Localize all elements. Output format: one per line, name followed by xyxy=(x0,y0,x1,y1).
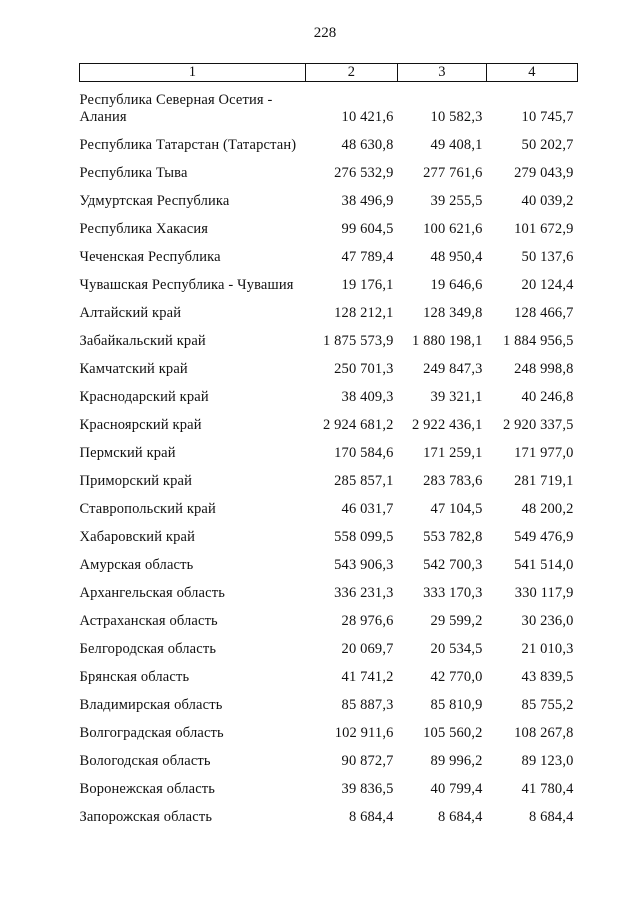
value-col4-cell: 85 755,2 xyxy=(521,696,574,713)
value-col4-cell: 2 920 337,5 xyxy=(502,416,574,433)
value-col3-cell: 10 582,3 xyxy=(430,108,483,125)
value-col3-cell: 100 621,6 xyxy=(423,220,483,237)
value-col4-cell: 541 514,0 xyxy=(514,556,574,573)
value-col4-cell: 30 236,0 xyxy=(521,612,574,629)
value-col2-cell: 543 906,3 xyxy=(334,556,394,573)
value-col3-cell: 42 770,0 xyxy=(430,668,483,685)
region-name-cell: Камчатский край xyxy=(79,360,188,377)
value-col2-cell: 10 421,6 xyxy=(341,108,394,125)
table-row xyxy=(80,126,578,154)
value-col3-cell: 85 810,9 xyxy=(430,696,483,713)
column-header-1: 1 xyxy=(80,64,306,82)
value-col4-cell: 21 010,3 xyxy=(521,640,574,657)
value-col3-cell: 553 782,8 xyxy=(423,528,483,545)
value-col3-cell: 20 534,5 xyxy=(430,640,483,657)
value-col4-cell: 281 719,1 xyxy=(514,472,574,489)
value-col4-cell: 43 839,5 xyxy=(521,668,574,685)
value-col3-cell: 47 104,5 xyxy=(430,500,483,517)
value-col2-cell: 85 887,3 xyxy=(341,696,394,713)
region-name-cell: Красноярский край xyxy=(79,416,202,433)
value-col2-cell: 285 857,1 xyxy=(334,472,394,489)
value-col3-cell: 19 646,6 xyxy=(430,276,483,293)
value-col2-cell: 46 031,7 xyxy=(341,500,394,517)
value-col3-cell: 105 560,2 xyxy=(423,724,483,741)
value-col3-cell: 39 321,1 xyxy=(430,388,483,405)
value-col2-cell: 41 741,2 xyxy=(341,668,394,685)
table-row xyxy=(80,798,578,826)
value-col3-cell: 48 950,4 xyxy=(430,248,483,265)
value-col4-cell: 41 780,4 xyxy=(521,780,574,797)
value-col4-cell: 1 884 956,5 xyxy=(502,332,574,349)
value-col2-cell: 558 099,5 xyxy=(334,528,394,545)
region-name-cell: Алтайский край xyxy=(79,304,182,321)
region-name-cell: Брянская область xyxy=(79,668,190,685)
value-col3-cell: 171 259,1 xyxy=(423,444,483,461)
value-col2-cell: 2 924 681,2 xyxy=(322,416,394,433)
value-col2-cell: 170 584,6 xyxy=(334,444,394,461)
table-row xyxy=(80,266,578,294)
table-row xyxy=(80,770,578,798)
value-col4-cell: 10 745,7 xyxy=(521,108,574,125)
table-row xyxy=(80,546,578,574)
region-name-cell: Пермский край xyxy=(79,444,176,461)
table-row xyxy=(80,182,578,210)
region-name-cell: Республика Северная Осетия - Алания xyxy=(79,91,273,125)
value-col4-cell: 40 246,8 xyxy=(521,388,574,405)
value-col2-cell: 128 212,1 xyxy=(334,304,394,321)
table-row xyxy=(80,350,578,378)
value-col4-cell: 8 684,4 xyxy=(528,808,574,825)
value-col3-cell: 277 761,6 xyxy=(423,164,483,181)
table-row xyxy=(80,714,578,742)
value-col4-cell: 330 117,9 xyxy=(514,584,574,601)
table-row xyxy=(80,602,578,630)
value-col4-cell: 50 202,7 xyxy=(521,136,574,153)
value-col3-cell: 128 349,8 xyxy=(423,304,483,321)
region-name-cell: Астраханская область xyxy=(79,612,218,629)
data-table xyxy=(79,63,578,826)
value-col4-cell: 108 267,8 xyxy=(514,724,574,741)
value-col3-cell: 8 684,4 xyxy=(437,808,483,825)
region-name-cell: Вологодская область xyxy=(79,752,211,769)
region-name-cell: Чеченская Республика xyxy=(79,248,221,265)
table-row xyxy=(80,574,578,602)
region-name-cell: Ставропольский край xyxy=(79,500,216,517)
value-col4-cell: 248 998,8 xyxy=(514,360,574,377)
table-body xyxy=(80,82,578,826)
value-col4-cell: 549 476,9 xyxy=(514,528,574,545)
region-name-cell: Республика Хакасия xyxy=(79,220,209,237)
table-row xyxy=(80,238,578,266)
value-col2-cell: 19 176,1 xyxy=(341,276,394,293)
value-col2-cell: 20 069,7 xyxy=(341,640,394,657)
page-number: 228 xyxy=(313,25,337,41)
table-row xyxy=(80,462,578,490)
value-col4-cell: 89 123,0 xyxy=(521,752,574,769)
value-col4-cell: 171 977,0 xyxy=(514,444,574,461)
value-col4-cell: 40 039,2 xyxy=(521,192,574,209)
table-row xyxy=(80,658,578,686)
table-row xyxy=(80,210,578,238)
value-col2-cell: 47 789,4 xyxy=(341,248,394,265)
value-col3-cell: 283 783,6 xyxy=(423,472,483,489)
value-col3-cell: 40 799,4 xyxy=(430,780,483,797)
region-name-cell: Волгоградская область xyxy=(79,724,224,741)
value-col4-cell: 279 043,9 xyxy=(514,164,574,181)
value-col2-cell: 1 875 573,9 xyxy=(322,332,394,349)
value-col2-cell: 90 872,7 xyxy=(341,752,394,769)
value-col3-cell: 249 847,3 xyxy=(423,360,483,377)
table-row xyxy=(80,322,578,350)
region-name-cell: Удмуртская Республика xyxy=(79,192,230,209)
region-name-cell: Запорожская область xyxy=(79,808,213,825)
table-row xyxy=(80,518,578,546)
value-col3-cell: 49 408,1 xyxy=(430,136,483,153)
region-name-cell: Воронежская область xyxy=(79,780,216,797)
table-row xyxy=(80,742,578,770)
region-name-cell: Забайкальский край xyxy=(79,332,206,349)
region-name-cell: Владимирская область xyxy=(79,696,223,713)
region-name-cell: Приморский край xyxy=(79,472,193,489)
region-name-cell: Белгородская область xyxy=(79,640,217,657)
value-col3-cell: 2 922 436,1 xyxy=(411,416,483,433)
column-header-2: 2 xyxy=(306,64,398,82)
value-col4-cell: 50 137,6 xyxy=(521,248,574,265)
region-name-cell: Чувашская Республика - Чувашия xyxy=(79,276,294,293)
table-header-row xyxy=(80,64,578,82)
value-col3-cell: 89 996,2 xyxy=(430,752,483,769)
table-row xyxy=(80,82,578,126)
value-col2-cell: 8 684,4 xyxy=(348,808,394,825)
region-name-cell: Хабаровский край xyxy=(79,528,195,545)
table-row xyxy=(80,686,578,714)
region-name-cell: Республика Тыва xyxy=(79,164,188,181)
region-name-cell: Республика Татарстан (Татарстан) xyxy=(79,136,297,153)
table-row xyxy=(80,490,578,518)
table-row xyxy=(80,406,578,434)
value-col3-cell: 29 599,2 xyxy=(430,612,483,629)
value-col2-cell: 276 532,9 xyxy=(334,164,394,181)
table-row xyxy=(80,434,578,462)
value-col2-cell: 102 911,6 xyxy=(334,724,394,741)
value-col4-cell: 20 124,4 xyxy=(521,276,574,293)
column-header-4: 4 xyxy=(487,64,578,82)
table-row xyxy=(80,630,578,658)
value-col3-cell: 39 255,5 xyxy=(430,192,483,209)
value-col2-cell: 39 836,5 xyxy=(341,780,394,797)
value-col2-cell: 28 976,6 xyxy=(341,612,394,629)
table-row xyxy=(80,378,578,406)
value-col2-cell: 48 630,8 xyxy=(341,136,394,153)
column-header-3: 3 xyxy=(398,64,487,82)
value-col2-cell: 38 496,9 xyxy=(341,192,394,209)
value-col4-cell: 48 200,2 xyxy=(521,500,574,517)
value-col2-cell: 250 701,3 xyxy=(334,360,394,377)
region-name-cell: Амурская область xyxy=(79,556,194,573)
value-col4-cell: 128 466,7 xyxy=(514,304,574,321)
value-col2-cell: 99 604,5 xyxy=(341,220,394,237)
value-col4-cell: 101 672,9 xyxy=(514,220,574,237)
region-name-cell: Краснодарский край xyxy=(79,388,209,405)
value-col3-cell: 333 170,3 xyxy=(423,584,483,601)
table-row xyxy=(80,154,578,182)
value-col3-cell: 542 700,3 xyxy=(423,556,483,573)
value-col2-cell: 336 231,3 xyxy=(334,584,394,601)
value-col2-cell: 38 409,3 xyxy=(341,388,394,405)
region-name-cell: Архангельская область xyxy=(79,584,225,601)
table-row xyxy=(80,294,578,322)
value-col3-cell: 1 880 198,1 xyxy=(411,332,483,349)
